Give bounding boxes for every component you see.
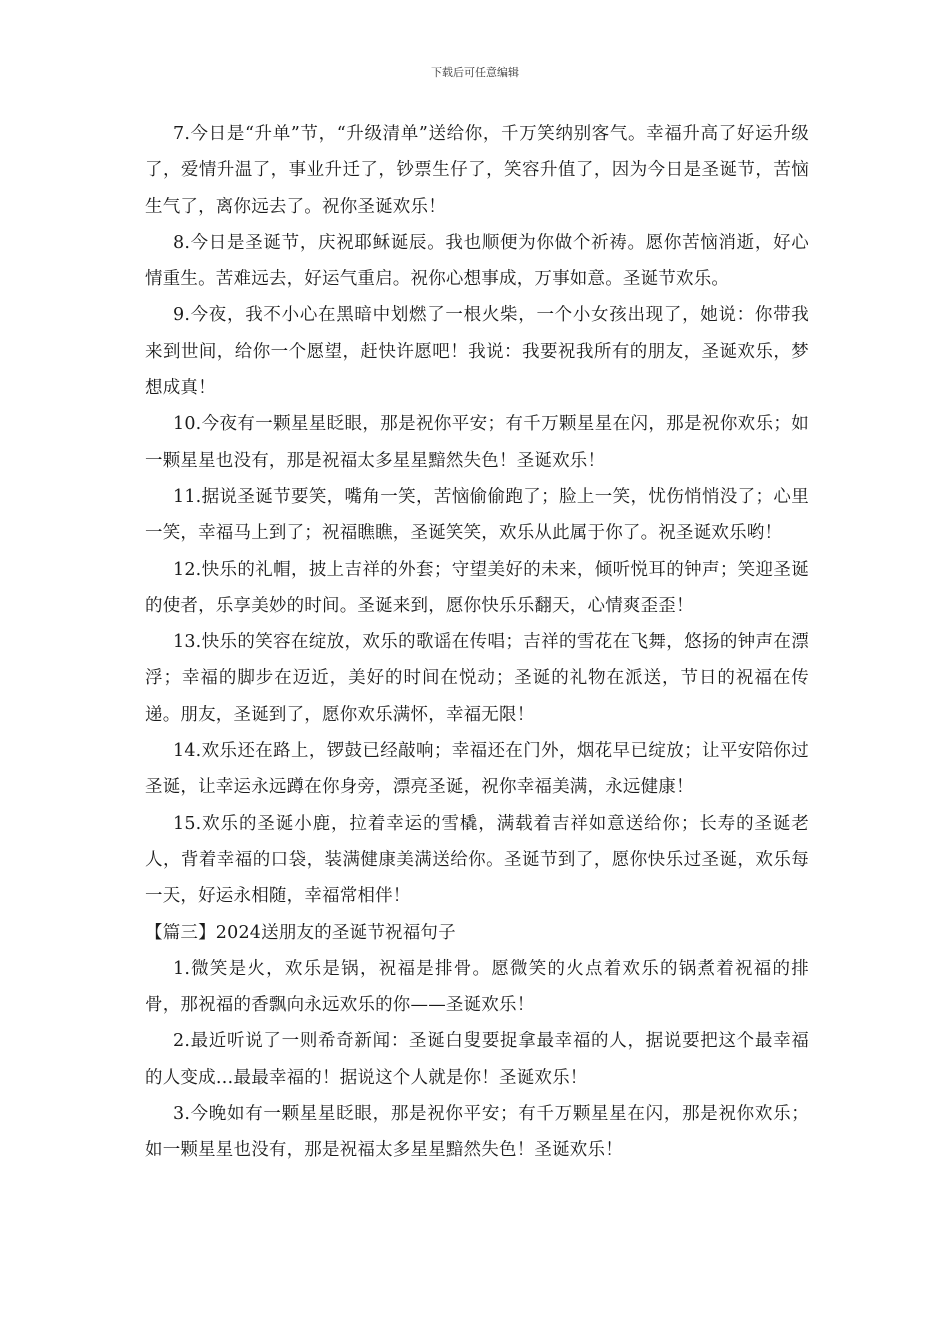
section-paragraph-3: 3.今晚如有一颗星星眨眼，那是祝你平安；有千万颗星星在闪，那是祝你欢乐；如一颗星星也没有，那是祝福太多星星黯然失色！圣诞欢乐！ bbox=[145, 1104, 809, 1161]
paragraph-15: 15.欢乐的圣诞小鹿，拉着幸运的雪橇，满载着吉祥如意送给你；长寿的圣诞老人，背着幸福的口袋，装满健康美满送给你。圣诞节到了，愿你快乐过圣诞，欢乐每一天，好运永相随，幸福常相伴！ bbox=[145, 813, 809, 907]
paragraph-8: 8.今日是圣诞节，庆祝耶稣诞辰。我也顺便为你做个祈祷。愿你苦恼消逝，好心情重生。苦难远去，好运气重启。祝你心想事成，万事如意。圣诞节欢乐。 bbox=[145, 232, 809, 290]
paragraph-14: 14.欢乐还在路上，锣鼓已经敲响；幸福还在门外，烟花早已绽放；让平安陪你过圣诞，让幸运永远蹲在你身旁，漂亮圣诞，祝你幸福美满，永远健康！ bbox=[145, 741, 809, 798]
section-paragraph-2: 2.最近听说了一则希奇新闻：圣诞白叟要捉拿最幸福的人，据说要把这个最幸福的人变成…最最幸福的！据说这个人就是你！圣诞欢乐！ bbox=[145, 1031, 809, 1088]
document-body bbox=[145, 116, 809, 1169]
paragraph-11: 11.据说圣诞节要笑，嘴角一笑，苦恼偷偷跑了；脸上一笑，忧伤悄悄没了；心里一笑，幸福马上到了；祝福瞧瞧，圣诞笑笑，欢乐从此属于你了。祝圣诞欢乐哟！ bbox=[145, 486, 809, 544]
section-paragraph-1: 1.微笑是火，欢乐是锅，祝福是排骨。愿微笑的火点着欢乐的锅煮着祝福的排骨，那祝福的香飘向永远欢乐的你——圣诞欢乐！ bbox=[145, 958, 809, 1016]
paragraph-9: 9.今夜，我不小心在黑暗中划燃了一根火柴，一个小女孩出现了，她说：你带我来到世间，给你一个愿望，赶快许愿吧！我说：我要祝我所有的朋友，圣诞欢乐，梦想成真！ bbox=[145, 305, 809, 399]
paragraph-7: 7.今日是“升单”节，“升级清单”送给你，千万笑纳别客气。幸福升高了好运升级了，爱情升温了，事业升迁了，钞票生仔了，笑容升值了，因为今日是圣诞节，苦恼生气了，离你远去了。祝你圣诞欢乐！ bbox=[145, 124, 809, 217]
paragraph-10: 10.今夜有一颗星星眨眼，那是祝你平安；有千万颗星星在闪，那是祝你欢乐；如一颗星星也没有，那是祝福太多星星黯然失色！圣诞欢乐！ bbox=[145, 414, 809, 471]
section-heading: 【篇三】2024送朋友的圣诞节祝福句子 bbox=[145, 922, 456, 943]
paragraph-12: 12.快乐的礼帽，披上吉祥的外套；守望美好的未来，倾听悦耳的钟声；笑迎圣诞的使者，乐享美妙的时间。圣诞来到，愿你快乐乐翻天，心情爽歪歪！ bbox=[145, 559, 809, 616]
paragraph-13: 13.快乐的笑容在绽放，欢乐的歌谣在传唱；吉祥的雪花在飞舞，悠扬的钟声在漂浮；幸福的脚步在迈近，美好的时间在悦动；圣诞的礼物在派送，节日的祝福在传递。朋友，圣诞到了，愿你欢乐满怀，幸福无限！ bbox=[145, 632, 809, 725]
page-header: 下载后可任意编辑 bbox=[431, 66, 519, 79]
